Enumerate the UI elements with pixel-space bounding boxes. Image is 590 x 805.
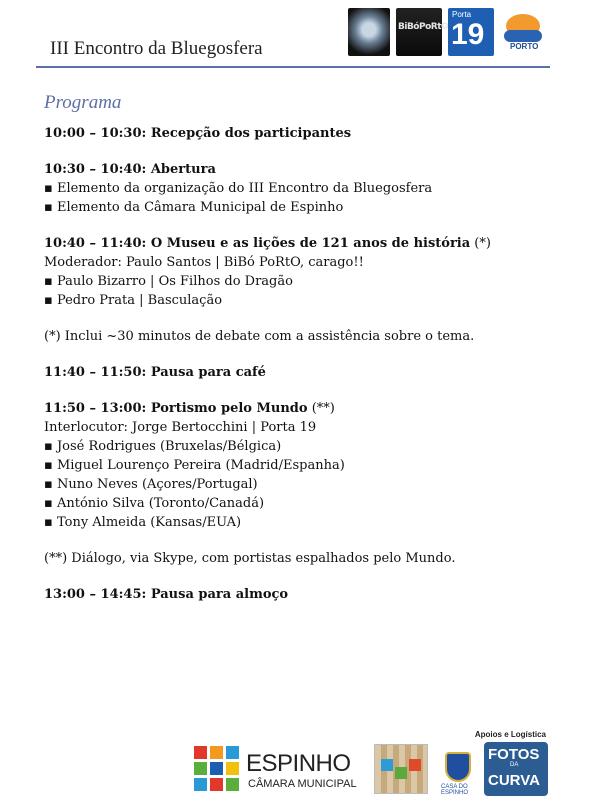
participant-item	[44, 456, 554, 475]
programa-section	[44, 92, 554, 621]
espinho-logo-name: ESPINHO	[246, 750, 351, 777]
fotos-da-curva-logo	[484, 742, 548, 796]
line-text: 10:00 – 10:30: Recepção dos participantes	[44, 126, 352, 141]
line-text: 10:30 – 10:40: Abertura	[44, 162, 216, 177]
fcp-crest-icon	[445, 752, 471, 782]
wave-shape	[504, 30, 542, 42]
line-text: (**) Diálogo, via Skype, com portistas espalhados pelo Mundo.	[44, 551, 456, 566]
programa-block	[44, 549, 554, 568]
programa-block	[44, 160, 554, 217]
programa-block	[44, 327, 554, 346]
programa-block	[44, 363, 554, 382]
participant-item	[44, 179, 554, 198]
session-title	[44, 234, 554, 253]
espinho-square	[210, 762, 223, 775]
somos-porto-logo-text: PORTO	[510, 42, 539, 51]
programa-text	[44, 549, 554, 568]
participant-item	[44, 494, 554, 513]
line-text: António Silva (Toronto/Canadá)	[56, 496, 265, 511]
biblioteca-block-red	[409, 759, 421, 771]
biblioteca-logo	[374, 744, 428, 794]
line-footnote-marker: (**)	[307, 401, 335, 416]
header-logos	[348, 8, 546, 56]
porta-19-number: 19	[451, 18, 485, 51]
fcp-crest-logo	[440, 744, 476, 794]
participant-item	[44, 272, 554, 291]
espinho-square	[194, 762, 207, 775]
espinho-logo-mark	[194, 746, 240, 792]
line-text: Elemento da organização do III Encontro da Bluegosfera	[56, 181, 433, 196]
line-text: Interlocutor: Jorge Bertocchini | Porta 19	[44, 420, 317, 435]
biblioteca-block-blue	[381, 759, 393, 771]
programa-text	[44, 418, 554, 437]
participant-item	[44, 513, 554, 532]
participant-item	[44, 437, 554, 456]
espinho-square	[210, 778, 223, 791]
apoios-label: Apoios e Logística	[474, 730, 546, 739]
programa-block	[44, 124, 554, 143]
programa-text	[44, 327, 554, 346]
biblioteca-block-green	[395, 767, 407, 779]
porta-19-label: Porta	[452, 10, 472, 19]
blog-logo-head	[348, 8, 390, 56]
participant-item	[44, 198, 554, 217]
bibo-porto-logo-text: BiBóPoRtO	[398, 22, 449, 32]
somos-porto-logo	[500, 8, 546, 56]
bibo-porto-logo	[396, 8, 449, 56]
session-title	[44, 124, 554, 143]
page-title: III Encontro da Bluegosfera	[50, 38, 263, 59]
line-text: Nuno Neves (Açores/Portugal)	[56, 477, 258, 492]
line-text: 11:40 – 11:50: Pausa para café	[44, 365, 266, 380]
line-text: Miguel Lourenço Pereira (Madrid/Espanha)	[56, 458, 345, 473]
programa-blocks	[44, 124, 554, 604]
programa-block	[44, 399, 554, 532]
programa-block	[44, 234, 554, 310]
line-text: (*) Inclui ~30 minutos de debate com a assistência sobre o tema.	[44, 329, 475, 344]
espinho-square	[194, 778, 207, 791]
header-divider	[36, 66, 550, 68]
line-text: Paulo Bizarro | Os Filhos do Dragão	[56, 274, 293, 289]
line-text: José Rodrigues (Bruxelas/Bélgica)	[56, 439, 282, 454]
espinho-square	[226, 762, 239, 775]
session-title	[44, 363, 554, 382]
espinho-square	[226, 746, 239, 759]
page-header	[36, 0, 550, 68]
fotos-da-curva-top: FOTOS	[488, 746, 540, 763]
participant-item	[44, 475, 554, 494]
espinho-square	[194, 746, 207, 759]
session-title	[44, 585, 554, 604]
page-footer	[0, 724, 590, 805]
fotos-da-curva-bottom: CURVA	[488, 772, 540, 789]
line-text: Tony Almeida (Kansas/EUA)	[56, 515, 242, 530]
fcp-crest-label: CASA DO ESPINHO	[441, 784, 469, 796]
session-title	[44, 399, 554, 418]
fotos-da-curva-mid: DA	[510, 762, 519, 768]
programa-block	[44, 585, 554, 604]
participant-item	[44, 291, 554, 310]
line-text: Elemento da Câmara Municipal de Espinho	[56, 200, 344, 215]
espinho-square	[226, 778, 239, 791]
programa-text	[44, 253, 554, 272]
espinho-square	[210, 746, 223, 759]
programa-heading: Programa	[44, 92, 122, 113]
session-title	[44, 160, 554, 179]
line-text: Pedro Prata | Basculação	[56, 293, 223, 308]
espinho-logo-subtitle: CÂMARA MUNICIPAL	[248, 778, 357, 790]
line-text: 10:40 – 11:40: O Museu e as lições de 121 anos de história	[44, 236, 471, 251]
line-text: 11:50 – 13:00: Portismo pelo Mundo	[44, 401, 308, 416]
porta-19-logo	[448, 8, 494, 56]
line-text: Moderador: Paulo Santos | BiBó PoRtO, carago!!	[44, 255, 364, 270]
line-text: 13:00 – 14:45: Pausa para almoço	[44, 587, 289, 602]
line-footnote-marker: (*)	[470, 236, 491, 251]
